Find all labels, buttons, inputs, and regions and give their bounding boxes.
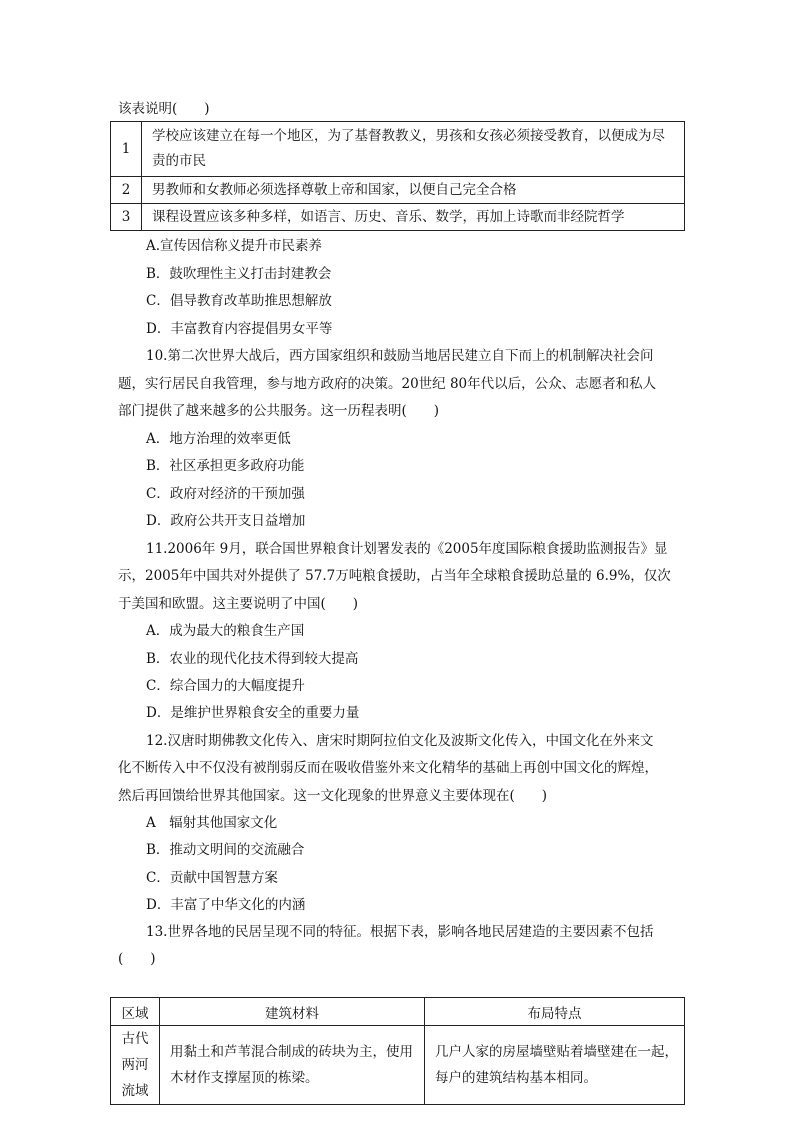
q9-stem: 该表说明( ) <box>118 101 210 117</box>
table-header-row <box>111 998 685 1026</box>
q13-table <box>110 997 685 1105</box>
region-text-line: 流域 <box>121 1083 149 1099</box>
q12-option-b: B．推动文明间的交流融合 <box>146 842 305 858</box>
q11-option-b: B．农业的现代化技术得到较大提高 <box>146 651 359 667</box>
region-cell <box>111 1026 160 1105</box>
q12-stem-line: 然后再回馈给世界其他国家。这一文化现象的世界意义主要体现在( ) <box>118 788 548 804</box>
q9-option-b: B．鼓吹理性主义打击封建教会 <box>146 266 332 282</box>
region-text-line: 古代 <box>121 1031 149 1047</box>
q10-option-c: C．政府对经济的干预加强 <box>146 486 305 502</box>
row-text-line: 课程设置应该多种多样，如语言、历史、音乐、数学，再加上诗歌而非经院哲学 <box>152 208 625 225</box>
table-row <box>111 122 685 177</box>
q11-option-d: D．是维护世界粮食安全的重要力量 <box>146 705 360 721</box>
q10-stem-line: 题，实行居民自我管理，参与地方政府的决策。20世纪 80年代以后，公众、志愿者和私人 <box>118 376 657 392</box>
q12-option-c: C．贡献中国智慧方案 <box>146 870 278 886</box>
table-row <box>111 204 685 231</box>
q10-stem-line: 10.第二次世界大战后，西方国家组织和鼓励当地居民建立自下而上的机制解决社会问 <box>146 348 654 364</box>
q9-option-a: A.宣传因信称义提升市民素养 <box>146 238 323 254</box>
layout-cell <box>425 1026 685 1105</box>
q13-stem-line: 13.世界各地的民居呈现不同的特征。根据下表，影响各地民居建造的主要因素不包括 <box>146 924 654 940</box>
row-number: 3 <box>111 204 142 231</box>
q9-table <box>110 121 685 231</box>
q12-stem-line: 12.汉唐时期佛教文化传入、唐宋时期阿拉伯文化及波斯文化传入，中国文化在外来文 <box>146 733 654 749</box>
q11-option-c: C．综合国力的大幅度提升 <box>146 678 305 694</box>
column-header: 区域 <box>111 998 160 1026</box>
table-row <box>111 177 685 204</box>
material-text-line: 用黏土和芦苇混合制成的砖块为主，使用 <box>170 1044 413 1060</box>
q12-option-a: A 辐射其他国家文化 <box>146 815 278 831</box>
q12-option-d: D．丰富了中华文化的内涵 <box>146 897 306 913</box>
q11-option-a: A．成为最大的粮食生产国 <box>146 623 305 639</box>
row-text-line: 男教师和女教师必须选择尊敬上帝和国家，以便自己完全合格 <box>152 181 517 198</box>
q10-option-b: B．社区承担更多政府功能 <box>146 458 305 474</box>
row-text <box>142 177 685 204</box>
q11-stem-line: 11.2006年 9月，联合国世界粮食计划署发表的《2005年度国际粮食援助监测报告》显 <box>146 541 668 557</box>
row-text-line: 学校应该建立在每一个地区，为了基督教教义，男孩和女孩必须接受教育，以便成为尽 <box>152 128 665 144</box>
q13-stem-line: ( ) <box>118 951 156 967</box>
layout-text-line: 每户的建筑结构基本相同。 <box>435 1070 597 1086</box>
q10-stem-line: 部门提供了越来越多的公共服务。这一历程表明( ) <box>118 403 440 419</box>
row-number: 2 <box>111 177 142 204</box>
layout-text-line: 几户人家的房屋墙壁贴着墙壁建在一起， <box>435 1044 678 1060</box>
column-header: 建筑材料 <box>160 998 425 1026</box>
q9-option-d: D．丰富教育内容提倡男女平等 <box>146 321 333 337</box>
q9-option-c: C．倡导教育改革助推思想解放 <box>146 293 332 309</box>
q10-option-d: D．政府公共开支日益增加 <box>146 513 306 529</box>
row-number: 1 <box>111 122 142 177</box>
row-text-line: 责的市民 <box>152 153 206 169</box>
row-text <box>142 122 685 177</box>
q11-stem-line: 于美国和欧盟。这主要说明了中国( ) <box>118 596 359 612</box>
q11-stem-line: 示，2005年中国共对外提供了 57.7万吨粮食援助，占当年全球粮食援助总量的 6.9%，仅次 <box>118 568 671 584</box>
table-row <box>111 1026 685 1105</box>
material-cell <box>160 1026 425 1105</box>
row-text <box>142 204 685 231</box>
q10-option-a: A．地方治理的效率更低 <box>146 431 291 447</box>
column-header: 布局特点 <box>425 998 685 1026</box>
q12-stem-line: 化不断传入中不仅没有被削弱反而在吸收借鉴外来文化精华的基础上再创中国文化的辉煌， <box>118 760 658 776</box>
material-text-line: 木材作支撑屋顶的栋梁。 <box>170 1070 319 1086</box>
region-text-line: 两河 <box>121 1057 149 1073</box>
